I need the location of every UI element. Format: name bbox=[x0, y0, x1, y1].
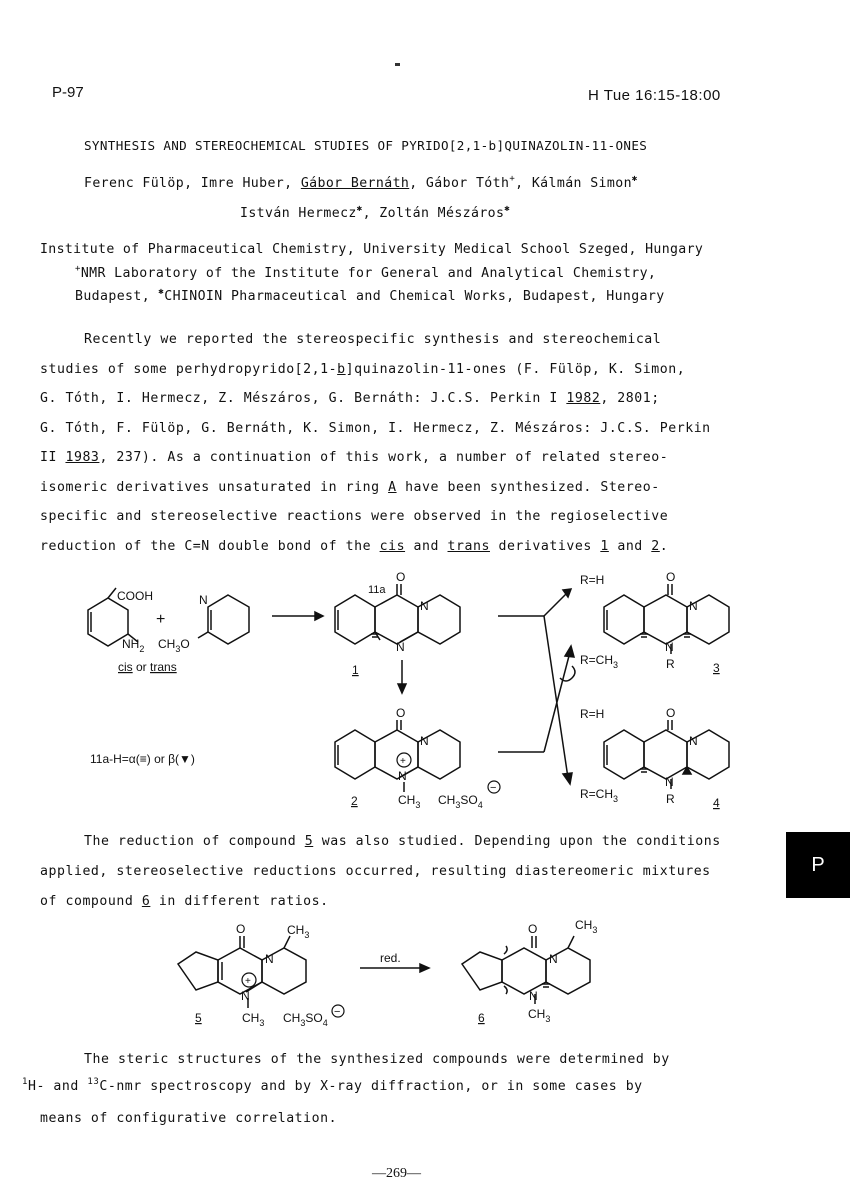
cmpd3-oxygen: O bbox=[666, 570, 676, 584]
plus-sign: + bbox=[156, 611, 166, 628]
affiliation-2: +NMR Laboratory of the Institute for General and Analytical Chemistry, bbox=[75, 264, 657, 281]
cmpd2-methyl: $CH_3$ bbox=[398, 793, 421, 810]
cis-or-trans: cis or trans bbox=[118, 660, 177, 674]
cmpd3-n2: N bbox=[665, 640, 674, 654]
affiliation-1: Institute of Pharmaceutical Chemistry, University Medical School Szeged, Hungary bbox=[40, 242, 704, 257]
session-time: H Tue 16:15-18:00 bbox=[588, 87, 721, 104]
cmpd5-plus: + bbox=[245, 976, 251, 987]
presenting-author: Gábor Bernáth bbox=[300, 176, 410, 191]
cmpd5-oxygen: O bbox=[236, 922, 246, 936]
cmpd6-oxygen: O bbox=[528, 922, 538, 936]
cmpd6-n1: N bbox=[549, 952, 558, 966]
methoxy-label: $CH_3O$ bbox=[158, 637, 190, 654]
cmpd6-methyl-n: $CH_3$ bbox=[528, 1007, 551, 1024]
r-h-top: R=H bbox=[580, 573, 605, 587]
cmpd4-oxygen: O bbox=[666, 706, 676, 720]
compound-2-label: 2 bbox=[351, 794, 358, 808]
cmpd6-methyl-top: $CH_3$ bbox=[575, 918, 598, 935]
plus-charge: + bbox=[400, 756, 406, 767]
cmpd2-n2: N bbox=[398, 769, 407, 783]
cmpd4-n2: N bbox=[665, 775, 674, 789]
cmpd1-n2: N bbox=[396, 640, 405, 654]
cmpd5-n2: N bbox=[241, 989, 250, 1003]
cmpd1-oxygen: O bbox=[396, 570, 406, 584]
position-11a: 11a bbox=[368, 584, 386, 596]
cmpd1-n1: N bbox=[420, 599, 429, 613]
compound-4-label: 4 bbox=[713, 796, 720, 810]
compound-6-label: 6 bbox=[478, 1011, 485, 1025]
cmpd3-n1: N bbox=[689, 599, 698, 613]
reaction-scheme-1 bbox=[0, 560, 850, 822]
cmpd5-n1: N bbox=[265, 952, 274, 966]
pyridine-n: N bbox=[199, 593, 208, 607]
r-ch3-bottom: $R=CH_3$ bbox=[580, 787, 619, 804]
r-ch3-top: $R=CH_3$ bbox=[580, 653, 619, 670]
r-h-bottom: R=H bbox=[580, 707, 605, 721]
compound-5-label: 5 bbox=[195, 1011, 202, 1025]
compound-3-label: 3 bbox=[713, 661, 720, 675]
cmpd2-oxygen: O bbox=[396, 706, 406, 720]
cmpd5-minus: − bbox=[334, 1006, 341, 1018]
cmpd5-counterion: $CH_3SO_4$ bbox=[283, 1011, 328, 1028]
counterion: $CH_3SO_4$ bbox=[438, 793, 483, 810]
abstract-code: P-97 bbox=[52, 84, 84, 101]
minus-charge: − bbox=[490, 782, 497, 794]
cmpd5-methyl-top: $CH_3$ bbox=[287, 923, 310, 940]
cmpd3-r: R bbox=[666, 657, 675, 671]
cooh-label: COOH bbox=[117, 589, 153, 603]
cmpd4-r: R bbox=[666, 792, 675, 806]
cmpd2-n1: N bbox=[420, 734, 429, 748]
speck bbox=[395, 63, 400, 66]
cmpd6-n2: N bbox=[529, 989, 538, 1003]
page-number: —269— bbox=[372, 1166, 421, 1181]
section-tab: P bbox=[786, 832, 850, 898]
affiliation-3: Budapest, ✱CHINOIN Pharmaceutical and Chemical Works, Budapest, Hungary bbox=[75, 287, 665, 304]
stereo-note: 11a-H=α(≡) or β(▼) bbox=[90, 752, 195, 766]
reduction-label: red. bbox=[380, 951, 401, 965]
nh2-label: $NH_2$ bbox=[122, 637, 145, 654]
authors-line-1: Ferenc Fülöp, Imre Huber, Gábor Bernáth, Gábor Tóth+, Kálmán Simon✱ bbox=[84, 174, 638, 191]
reaction-scheme-2 bbox=[0, 912, 850, 1032]
cmpd4-n1: N bbox=[689, 734, 698, 748]
tetrahydropyridine-ring bbox=[208, 595, 249, 644]
authors-line-2: István Hermecz✱, Zoltán Mészáros✱ bbox=[240, 204, 511, 221]
cmpd5-methyl-n: $CH_3$ bbox=[242, 1011, 265, 1028]
compound-1-label: 1 bbox=[352, 663, 359, 677]
paper-title: SYNTHESIS AND STEREOCHEMICAL STUDIES OF PYRIDO[2,1-b]QUINAZOLIN-11-ONES bbox=[84, 138, 648, 153]
